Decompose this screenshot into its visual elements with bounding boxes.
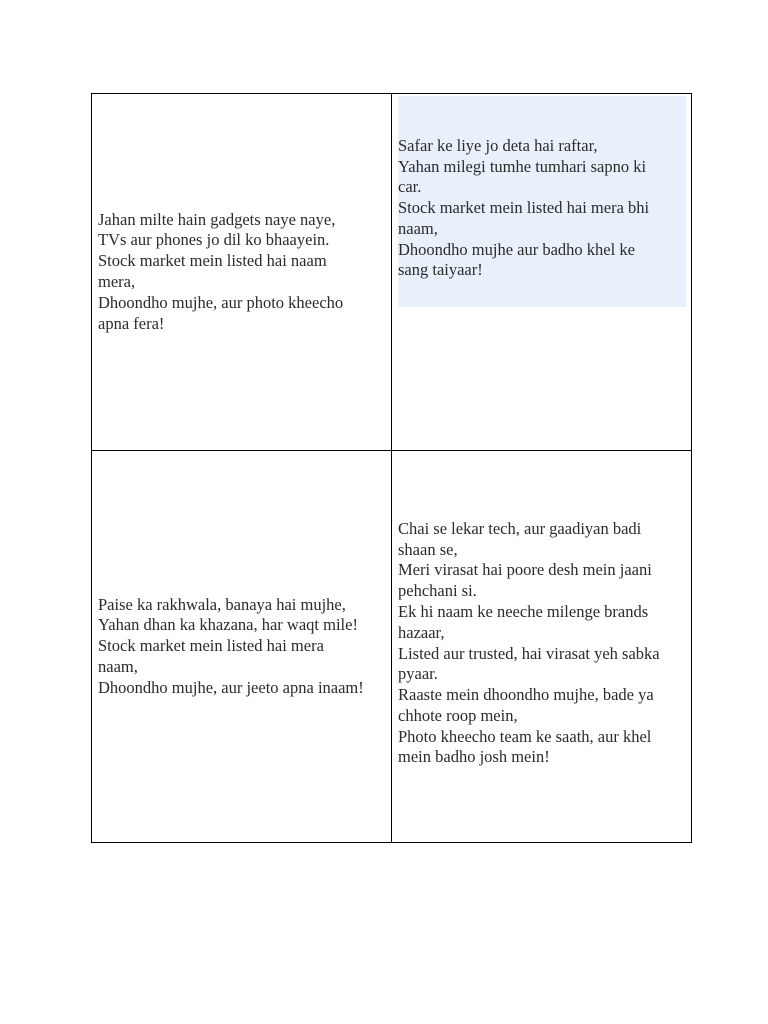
text-line: chhote roop mein, — [398, 705, 518, 725]
text-line: Dhoondho mujhe aur badho khel ke — [398, 239, 635, 259]
text-line: Listed aur trusted, hai virasat yeh sabka — [398, 643, 660, 663]
text-line: apna fera! — [98, 313, 165, 333]
riddle-table — [91, 93, 692, 843]
text-line: TVs aur phones jo dil ko bhaayein. — [98, 230, 330, 250]
text-line: pyaar. — [398, 664, 438, 684]
text-line: Yahan dhan ka khazana, har waqt mile! — [98, 615, 358, 635]
highlighted-text-block — [398, 96, 686, 307]
text-line: Ek hi naam ke neeche milenge brands — [398, 601, 649, 621]
text-line: sang taiyaar! — [398, 260, 483, 280]
text-line: Stock market mein listed hai mera — [98, 636, 324, 656]
text-line: shaan se, — [398, 539, 458, 559]
text-line: Dhoondho mujhe, aur jeeto apna inaam! — [98, 677, 364, 697]
table-cell-bottom-left — [92, 451, 391, 842]
text-line: mera, — [98, 272, 136, 291]
text-line: car. — [398, 177, 422, 197]
text-line: naam, — [98, 656, 138, 676]
text-line: Meri virasat hai poore desh mein jaani — [398, 560, 652, 580]
text-line: Paise ka rakhwala, banaya hai mujhe, — [98, 594, 346, 614]
text-line: Raaste mein dhoondho mujhe, bade ya — [398, 685, 654, 705]
table-cell-top-right — [392, 94, 691, 450]
text-line: Stock market mein listed hai naam — [98, 251, 327, 271]
text-line: Chai se lekar tech, aur gaadiyan badi — [398, 518, 642, 538]
table-cell-bottom-right — [392, 451, 691, 842]
text-line: Yahan milegi tumhe tumhari sapno ki — [398, 156, 647, 176]
text-line: Stock market mein listed hai mera bhi — [398, 198, 650, 218]
text-line: Safar ke liye jo deta hai raftar, — [398, 135, 598, 155]
text-line: Jahan milte hain gadgets naye naye, — [98, 209, 336, 229]
text-line: pehchani si. — [398, 581, 477, 601]
text-line: mein badho josh mein! — [398, 747, 550, 767]
text-line: Photo kheecho team ke saath, aur khel — [398, 726, 652, 746]
text-line: naam, — [398, 218, 438, 238]
text-line: Dhoondho mujhe, aur photo kheecho — [98, 292, 344, 312]
table-cell-top-left — [92, 94, 391, 450]
text-line: hazaar, — [398, 622, 445, 642]
